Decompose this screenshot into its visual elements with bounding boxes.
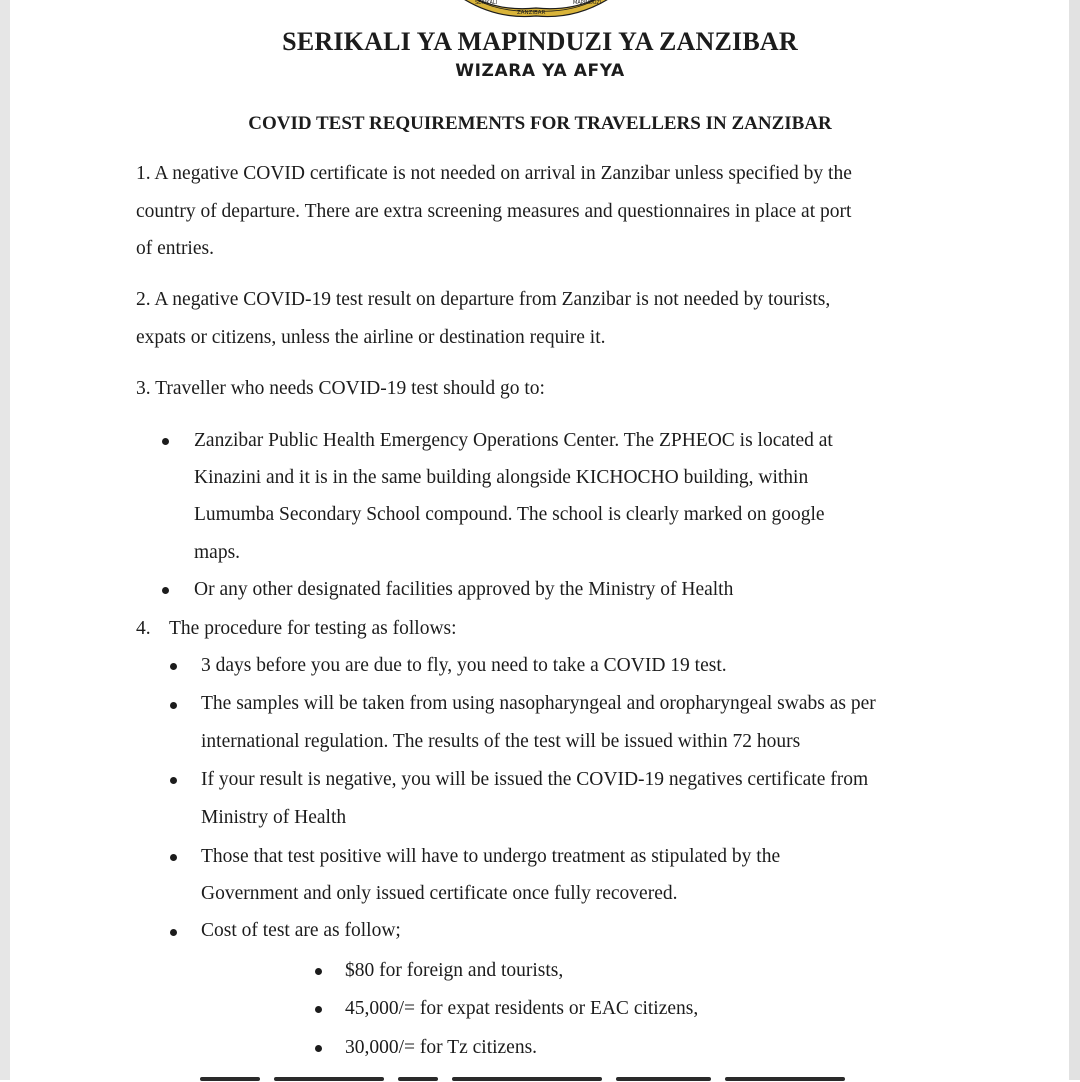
item4-bullet3-line2: Ministry of Health: [201, 807, 347, 828]
bullet-icon: [170, 854, 177, 861]
left-frame-border: [0, 0, 10, 1080]
crest-text-left: SERIKALI: [475, 0, 498, 6]
item3-bullet1-line2: Kinazini and it is in the same building alongside KICHOCHO building, within: [194, 467, 809, 488]
bullet-icon: [315, 1045, 322, 1052]
bullet-icon: [170, 777, 177, 784]
cost-item-foreign: $80 for foreign and tourists,: [345, 960, 564, 981]
item2-line1: 2. A negative COVID-19 test result on departure from Zanzibar is not needed by tourists,: [136, 289, 831, 310]
item4-intro: The procedure for testing as follows:: [169, 618, 457, 639]
cropped-text-line: [200, 1072, 890, 1082]
item4-bullet5: Cost of test are as follow;: [201, 920, 401, 941]
item4-bullet4-line2: Government and only issued certificate once fully recovered.: [201, 883, 678, 904]
bullet-icon: [162, 438, 169, 445]
bullet-icon: [170, 663, 177, 670]
item1-line3: of entries.: [136, 238, 214, 259]
item1-line2: country of departure. There are extra screening measures and questionnaires in place at port: [136, 201, 852, 222]
item3-bullet2: Or any other designated facilities approved by the Ministry of Health: [194, 579, 734, 600]
bullet-icon: [170, 702, 177, 709]
item4-number: 4.: [136, 618, 151, 639]
bullet-icon: [315, 1006, 322, 1013]
item2-line2: expats or citizens, unless the airline or destination require it.: [136, 327, 606, 348]
item1-line1: 1. A negative COVID certificate is not needed on arrival in Zanzibar unless specified by the: [136, 163, 852, 184]
bullet-icon: [162, 587, 169, 594]
item4-bullet4-line1: Those that test positive will have to undergo treatment as stipulated by the: [201, 846, 781, 867]
crest-text-center: ZANZIBAR: [517, 10, 546, 16]
item3-bullet1-line4: maps.: [194, 542, 241, 563]
document-title: COVID TEST REQUIREMENTS FOR TRAVELLERS IN ZANZIBAR: [248, 113, 832, 134]
government-title: SERIKALI YA MAPINDUZI YA ZANZIBAR: [282, 27, 798, 56]
item3-bullet1-line1: Zanzibar Public Health Emergency Operations Center. The ZPHEOC is located at: [194, 430, 833, 451]
item4-bullet2-line2: international regulation. The results of the test will be issued within 72 hours: [201, 731, 801, 752]
item4-bullet2-line1: The samples will be taken from using nasopharyngeal and oropharyngeal swabs as per: [201, 693, 876, 714]
crest-text-right: MAPINDUZI: [573, 0, 602, 6]
item4-bullet3-line1: If your result is negative, you will be issued the COVID-19 negatives certificate from: [201, 769, 869, 790]
item3-bullet1-line3: Lumumba Secondary School compound. The school is clearly marked on google: [194, 504, 825, 525]
item4-bullet1: 3 days before you are due to fly, you need to take a COVID 19 test.: [201, 655, 727, 676]
cost-item-expat: 45,000/= for expat residents or EAC citizens,: [345, 998, 699, 1019]
right-frame-border: [1069, 0, 1080, 1080]
cost-item-citizens: 30,000/= for Tz citizens.: [345, 1037, 538, 1058]
bullet-icon: [315, 968, 322, 975]
ministry-subtitle: WIZARA YA AFYA: [455, 61, 625, 81]
item3-intro: 3. Traveller who needs COVID-19 test should go to:: [136, 378, 545, 399]
government-crest-logo: [455, 0, 617, 20]
bullet-icon: [170, 929, 177, 936]
